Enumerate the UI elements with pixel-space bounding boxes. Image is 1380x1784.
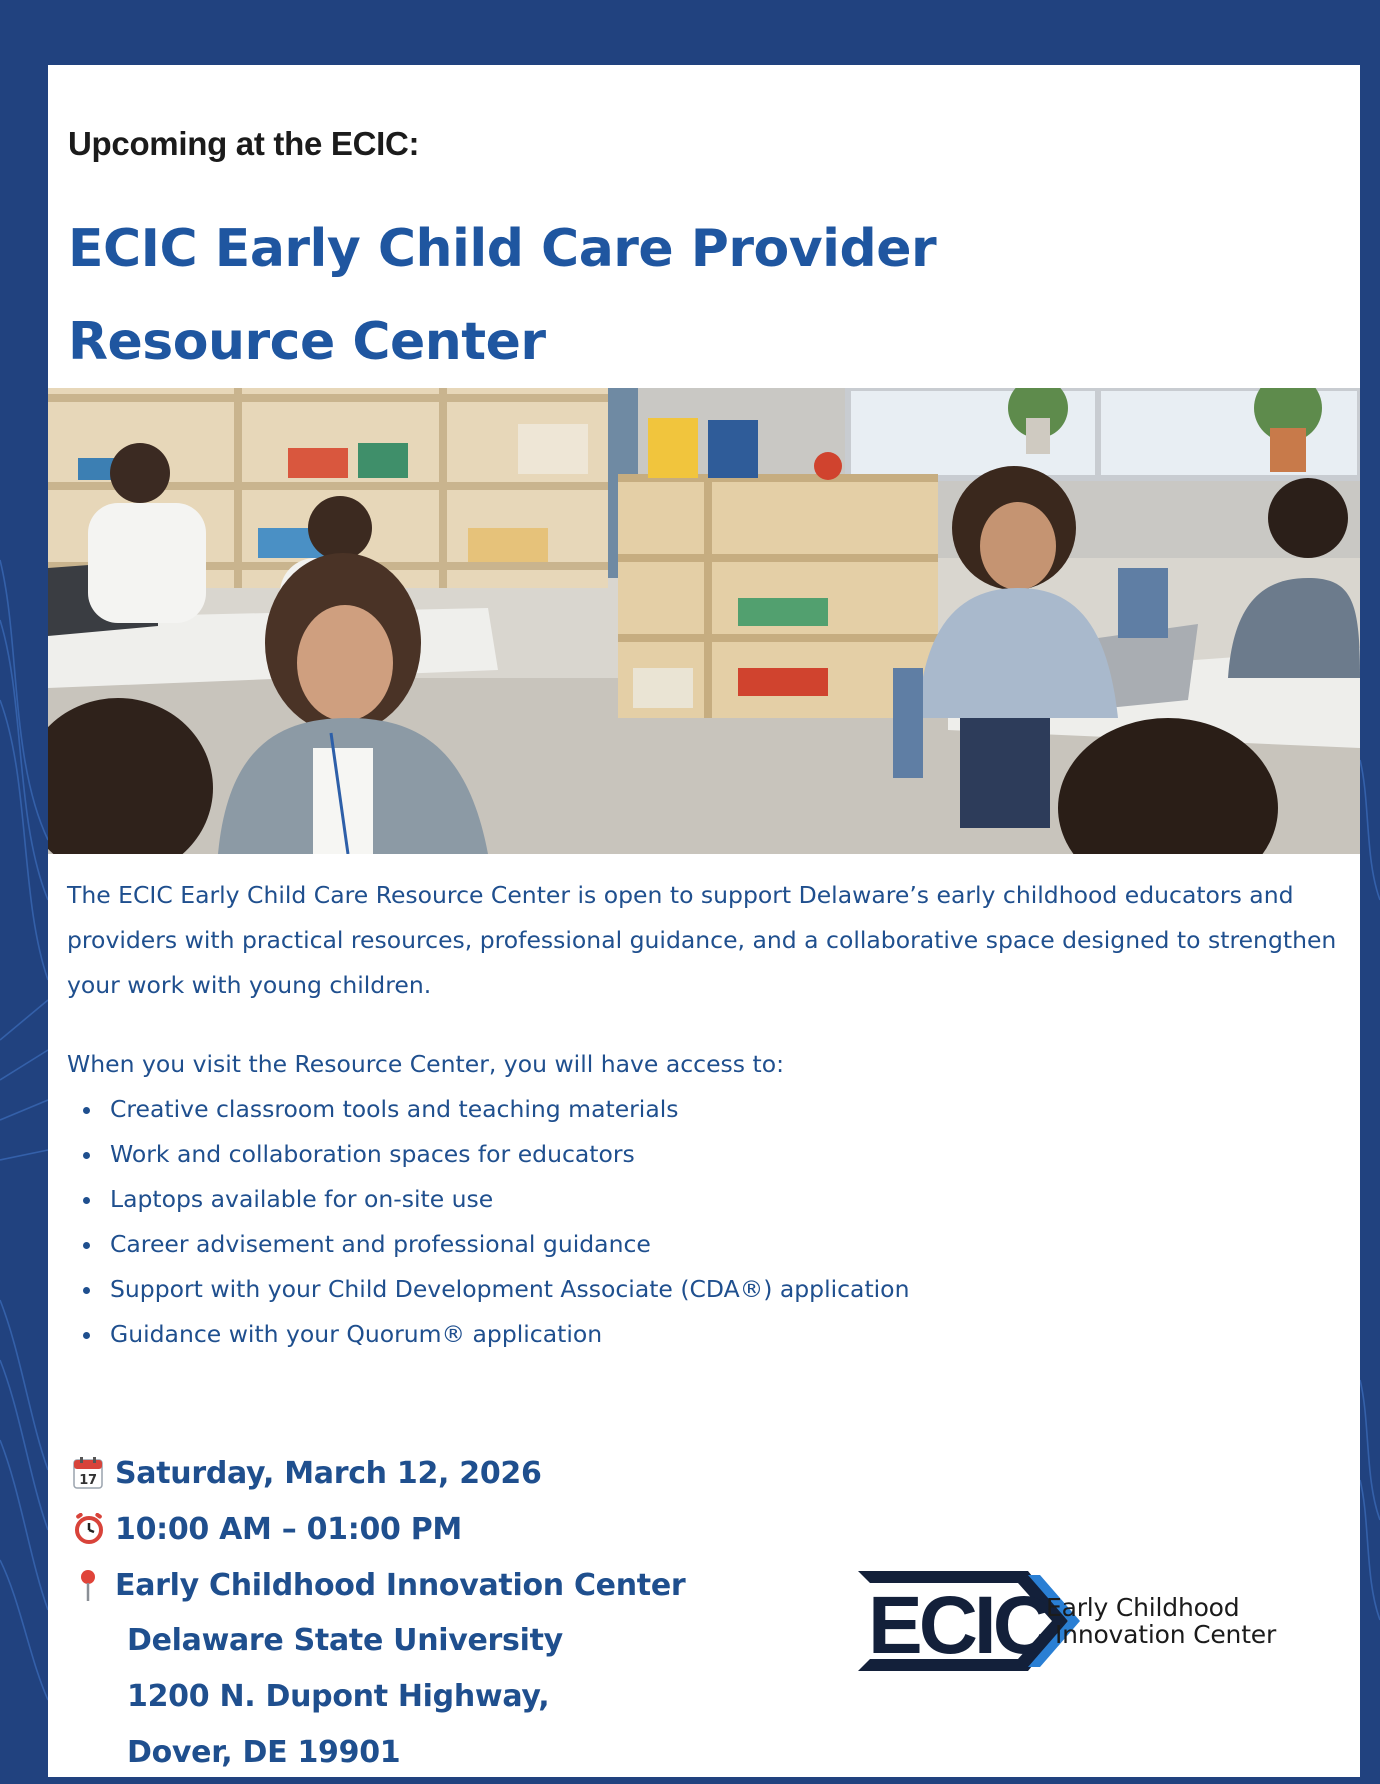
list-item: Creative classroom tools and teaching materials [110,1087,1367,1132]
title-line-1: ECIC Early Child Care Provider [68,219,937,279]
access-lead: When you visit the Resource Center, you will have access to: [67,1050,785,1078]
location-pin-icon [73,1565,115,1605]
intro-paragraph: The ECIC Early Child Care Resource Center is open to support Delaware’s early childhood educators and providers with practical resources, professional guidance, and a collaborative space designed to strengthen your work with young children. [67,881,1337,999]
svg-text:ECIC: ECIC [868,1580,1048,1671]
calendar-icon [73,1453,115,1493]
event-time: 10:00 AM – 01:00 PM [115,1511,462,1547]
address-line-3: Dover, DE 19901 [127,1735,401,1770]
intro-section [67,873,1367,1357]
access-list [67,1087,1367,1357]
kicker-heading: Upcoming at the ECIC: [68,125,420,162]
resource-center-photo [48,388,1360,854]
list-item: Support with your Child Development Associate (CDA®) application [110,1267,1367,1312]
list-item: Work and collaboration spaces for educators [110,1132,1367,1177]
logo-line-2: Innovation Center [1055,1620,1277,1649]
date-row [73,1445,833,1501]
list-item: Laptops available for on-site use [110,1177,1367,1222]
event-venue: Early Childhood Innovation Center [115,1567,686,1603]
flyer-card [48,65,1360,1777]
address-line-1: Delaware State University [127,1623,563,1658]
venue-row [73,1557,833,1613]
list-item: Guidance with your Quorum® application [110,1312,1367,1357]
address-line-2: 1200 N. Dupont Highway, [127,1679,550,1714]
time-row [73,1501,833,1557]
title-line-2: Resource Center [68,312,546,372]
logo-text [1046,1594,1276,1648]
event-details [73,1445,833,1781]
alarm-clock-icon [73,1509,115,1549]
list-item: Career advisement and professional guidance [110,1222,1367,1267]
svg-text:17: 17 [79,1473,97,1488]
page-title [68,203,1168,389]
event-date: Saturday, March 12, 2026 [115,1455,542,1491]
logo-line-1: Early Childhood [1046,1593,1240,1622]
